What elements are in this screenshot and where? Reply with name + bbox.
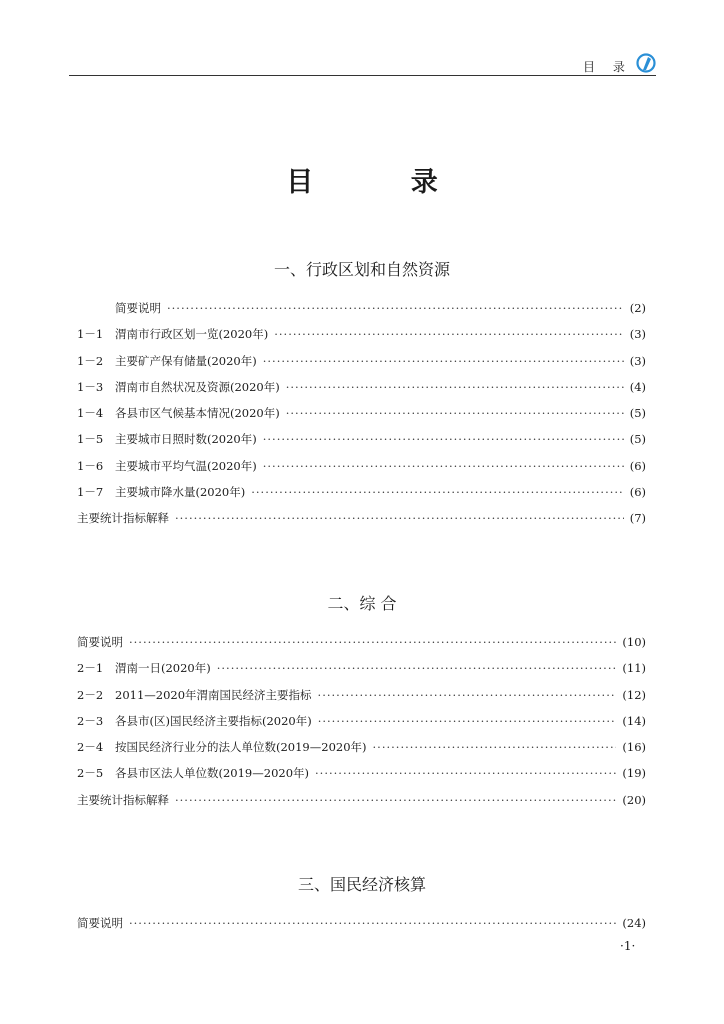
entry-page: (19) xyxy=(622,766,646,781)
toc-entry[interactable] xyxy=(77,915,646,941)
entry-title: 主要统计指标解释 xyxy=(77,511,169,526)
entry-title: 简要说明 xyxy=(77,635,123,649)
entry-title: 2011—2020年渭南国民经济主要指标 xyxy=(115,687,312,702)
entry-number: 1－4 xyxy=(77,406,104,421)
toc-section-2 xyxy=(77,634,646,818)
toc-entry[interactable] xyxy=(77,458,646,484)
entry-page: (14) xyxy=(622,713,646,728)
dot-leader xyxy=(263,354,624,368)
entry-title: 渭南市自然状况及资源(2020年) xyxy=(115,379,280,394)
dot-leader xyxy=(318,714,617,728)
dot-leader xyxy=(274,327,623,341)
dot-leader xyxy=(286,406,624,420)
entry-title: 主要城市降水量(2020年) xyxy=(115,485,246,500)
entry-page: (7) xyxy=(629,511,646,526)
toc-section-1 xyxy=(77,300,646,537)
dot-leader xyxy=(175,793,616,807)
entry-title: 渭南市行政区划一览(2020年) xyxy=(115,327,269,342)
dot-leader xyxy=(217,661,617,675)
section-title: 二、综 合 xyxy=(327,594,397,613)
entry-title: 主要矿产保有储量(2020年) xyxy=(115,353,257,368)
entry-number: 1－5 xyxy=(77,432,104,447)
publisher-logo-icon xyxy=(636,53,656,73)
toc-entry[interactable] xyxy=(77,765,646,791)
entry-number: 1－6 xyxy=(77,458,104,473)
toc-entry[interactable] xyxy=(77,687,646,713)
entry-title: 主要城市日照时数(2020年) xyxy=(115,432,257,447)
entry-title: 各县市区气候基本情况(2020年) xyxy=(115,406,280,421)
entry-page: (16) xyxy=(622,740,646,755)
toc-entry[interactable] xyxy=(77,326,646,352)
entry-title: 主要城市平均气温(2020年) xyxy=(115,458,257,473)
toc-entry[interactable] xyxy=(77,484,646,510)
entry-number: 2－3 xyxy=(77,713,104,728)
entry-page: (20) xyxy=(622,792,646,807)
toc-entry[interactable] xyxy=(77,379,646,405)
entry-page: (5) xyxy=(629,406,646,421)
entry-title: 渭南一日(2020年) xyxy=(115,661,211,676)
running-header-label: 目 录 xyxy=(583,60,632,74)
dot-leader xyxy=(175,511,624,525)
entry-title: 各县市区法人单位数(2019—2020年) xyxy=(115,766,310,781)
dot-leader xyxy=(263,459,624,473)
toc-entry[interactable] xyxy=(77,739,646,765)
dot-leader xyxy=(318,688,617,702)
section-title: 三、国民经济核算 xyxy=(297,875,426,894)
entry-page: (12) xyxy=(622,687,646,702)
entry-number: 1－2 xyxy=(77,353,104,368)
entry-page: (6) xyxy=(629,458,646,473)
toc-entry[interactable] xyxy=(77,792,646,818)
toc-entry[interactable] xyxy=(77,713,646,739)
section-title: 一、行政区划和自然资源 xyxy=(273,260,450,279)
entry-number: 1－3 xyxy=(77,379,104,394)
entry-title: 按国民经济行业分的法人单位数(2019—2020年) xyxy=(115,740,367,755)
toc-entry[interactable] xyxy=(77,510,646,536)
entry-page: (4) xyxy=(629,379,646,394)
toc-entry[interactable] xyxy=(77,300,646,326)
toc-section-3 xyxy=(77,915,646,941)
entry-number: 2－1 xyxy=(77,661,104,676)
entry-page: (6) xyxy=(629,485,646,500)
dot-leader xyxy=(129,635,616,649)
toc-entry[interactable] xyxy=(77,431,646,457)
dot-leader xyxy=(251,485,623,499)
dot-leader xyxy=(315,766,616,780)
dot-leader xyxy=(263,432,624,446)
dot-leader xyxy=(167,301,624,315)
dot-leader xyxy=(286,380,624,394)
entry-page: (11) xyxy=(622,661,646,676)
entry-title: 简要说明 xyxy=(115,301,161,315)
toc-entry[interactable] xyxy=(77,660,646,686)
toc-entry[interactable] xyxy=(77,405,646,431)
entry-page: (3) xyxy=(629,327,646,342)
dot-leader xyxy=(129,916,616,930)
entry-number: 1－1 xyxy=(77,327,104,342)
entry-page: (3) xyxy=(629,353,646,368)
entry-number: 2－5 xyxy=(77,766,104,781)
dot-leader xyxy=(373,740,617,754)
entry-number: 2－4 xyxy=(77,740,104,755)
toc-entry[interactable] xyxy=(77,634,646,660)
page-title: 目 录 xyxy=(286,167,482,198)
entry-number: 1－7 xyxy=(77,485,104,500)
toc-entry[interactable] xyxy=(77,353,646,379)
entry-title: 简要说明 xyxy=(77,916,123,930)
entry-title: 各县市(区)国民经济主要指标(2020年) xyxy=(115,713,312,728)
entry-page: (5) xyxy=(629,432,646,447)
entry-page: (24) xyxy=(622,916,646,930)
entry-number: 2－2 xyxy=(77,687,104,702)
entry-page: (10) xyxy=(622,635,646,649)
header-rule xyxy=(69,75,656,76)
page-number: ·1· xyxy=(620,939,636,953)
entry-page: (2) xyxy=(629,301,646,315)
entry-title: 主要统计指标解释 xyxy=(77,792,169,807)
